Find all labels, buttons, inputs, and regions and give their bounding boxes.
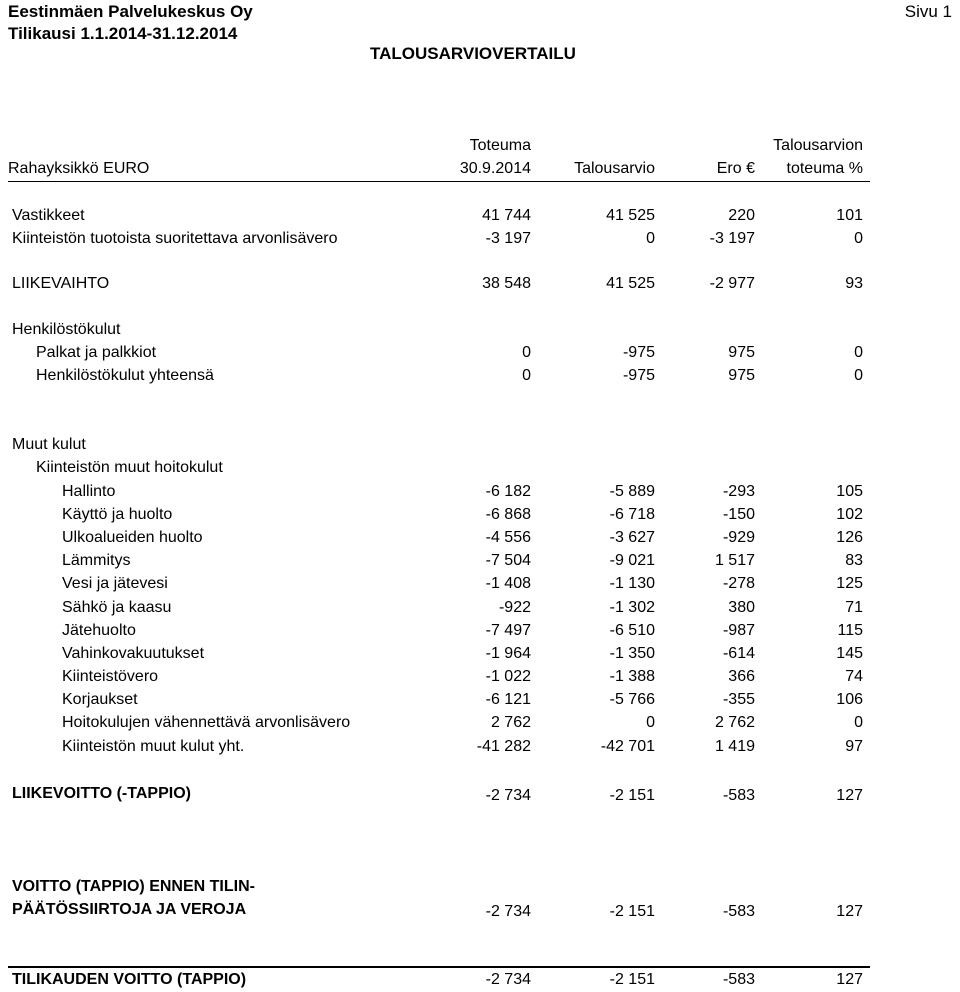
cell-budget: -5 766 bbox=[609, 691, 655, 708]
cell-budget: 0 bbox=[646, 230, 655, 247]
cell-pct: 127 bbox=[836, 787, 863, 804]
cell-diff: -355 bbox=[722, 691, 755, 708]
cell-actual: -1 408 bbox=[485, 575, 531, 592]
row-label: Jätehuolto bbox=[62, 622, 136, 639]
cell-diff: 366 bbox=[728, 668, 755, 685]
cell-actual: 0 bbox=[522, 367, 531, 384]
cell-pct: 106 bbox=[836, 691, 863, 708]
row-label-profit-before-appropriations-2: PÄÄTÖSSIIRTOJA JA VEROJA bbox=[12, 901, 247, 918]
cell-pct: 102 bbox=[836, 506, 863, 523]
cell-diff: 975 bbox=[728, 344, 755, 361]
cell-pct: 0 bbox=[854, 714, 863, 731]
cell-actual: -2 734 bbox=[485, 971, 531, 988]
cell-actual: 0 bbox=[522, 344, 531, 361]
cell-diff: -583 bbox=[722, 903, 755, 920]
row-label: Vahinkovakuutukset bbox=[62, 645, 205, 662]
cell-actual: -2 734 bbox=[485, 903, 531, 920]
cell-actual: -6 121 bbox=[485, 691, 531, 708]
column-header-pct: Talousarvion bbox=[773, 137, 863, 154]
column-header-actual: Toteuma bbox=[469, 137, 531, 154]
cell-pct: 74 bbox=[845, 668, 863, 685]
cell-diff: -278 bbox=[722, 575, 755, 592]
cell-actual: -6 182 bbox=[485, 483, 531, 500]
cell-diff: 2 762 bbox=[714, 714, 755, 731]
row-label-profit-before-appropriations: VOITTO (TAPPIO) ENNEN TILIN- bbox=[12, 878, 255, 895]
section-label: Muut kulut bbox=[12, 436, 86, 453]
column-header-diff: Ero € bbox=[716, 160, 755, 177]
cell-budget: -1 350 bbox=[609, 645, 655, 662]
row-label: Kiinteistön muut kulut yht. bbox=[62, 738, 245, 755]
cell-actual: 41 744 bbox=[482, 207, 531, 224]
cell-pct: 0 bbox=[854, 344, 863, 361]
row-label: Sähkö ja kaasu bbox=[62, 599, 172, 616]
subsection-label: Kiinteistön muut hoitokulut bbox=[36, 459, 223, 476]
cell-diff: -987 bbox=[722, 622, 755, 639]
cell-actual: -1 022 bbox=[485, 668, 531, 685]
cell-diff: 1 517 bbox=[714, 552, 755, 569]
row-label-operating-profit: LIIKEVOITTO (-TAPPIO) bbox=[12, 785, 191, 802]
cell-pct: 125 bbox=[836, 575, 863, 592]
cell-diff: -293 bbox=[722, 483, 755, 500]
row-label-net-profit: TILIKAUDEN VOITTO (TAPPIO) bbox=[12, 971, 247, 988]
cell-pct: 0 bbox=[854, 367, 863, 384]
header-divider bbox=[8, 181, 870, 182]
cell-diff: 975 bbox=[728, 367, 755, 384]
row-label: Ulkoalueiden huolto bbox=[62, 529, 203, 546]
cell-actual: -7 504 bbox=[485, 552, 531, 569]
cell-diff: -3 197 bbox=[709, 230, 755, 247]
row-label: Hoitokulujen vähennettävä arvonlisävero bbox=[62, 714, 351, 731]
cell-budget: 0 bbox=[646, 714, 655, 731]
cell-diff: 380 bbox=[728, 599, 755, 616]
row-label: Kiinteistövero bbox=[62, 668, 159, 685]
row-label: Käyttö ja huolto bbox=[62, 506, 173, 523]
row-label: Vesi ja jätevesi bbox=[62, 575, 168, 592]
row-label: Hallinto bbox=[62, 483, 116, 500]
cell-diff: -2 977 bbox=[709, 275, 755, 292]
column-header-unit: Rahayksikkö EURO bbox=[8, 160, 150, 177]
row-label: Vastikkeet bbox=[12, 207, 85, 224]
cell-diff: -614 bbox=[722, 645, 755, 662]
cell-actual: 2 762 bbox=[490, 714, 531, 731]
cell-budget: -2 151 bbox=[609, 971, 655, 988]
cell-budget: -1 388 bbox=[609, 668, 655, 685]
company-name: Eestinmäen Palvelukeskus Oy bbox=[8, 2, 253, 21]
cell-actual: -1 964 bbox=[485, 645, 531, 662]
cell-budget: -975 bbox=[622, 344, 655, 361]
row-label: Henkilöstökulut yhteensä bbox=[36, 367, 214, 384]
cell-budget: -1 302 bbox=[609, 599, 655, 616]
cell-actual: -7 497 bbox=[485, 622, 531, 639]
page-number: Sivu 1 bbox=[904, 2, 952, 21]
cell-budget: -5 889 bbox=[609, 483, 655, 500]
row-label: Korjaukset bbox=[62, 691, 138, 708]
row-label: Palkat ja palkkiot bbox=[36, 344, 157, 361]
column-header-pct-2: toteuma % bbox=[786, 160, 863, 177]
cell-pct: 127 bbox=[836, 971, 863, 988]
cell-pct: 93 bbox=[845, 275, 863, 292]
cell-budget: 41 525 bbox=[606, 207, 655, 224]
fiscal-period: Tilikausi 1.1.2014-31.12.2014 bbox=[8, 24, 238, 43]
cell-diff: 1 419 bbox=[714, 738, 755, 755]
cell-pct: 83 bbox=[845, 552, 863, 569]
cell-pct: 127 bbox=[836, 903, 863, 920]
cell-actual: -4 556 bbox=[485, 529, 531, 546]
cell-actual: 38 548 bbox=[482, 275, 531, 292]
cell-budget: 41 525 bbox=[606, 275, 655, 292]
cell-budget: -6 510 bbox=[609, 622, 655, 639]
cell-pct: 0 bbox=[854, 230, 863, 247]
cell-pct: 97 bbox=[845, 738, 863, 755]
cell-diff: 220 bbox=[728, 207, 755, 224]
total-divider bbox=[8, 966, 870, 968]
cell-pct: 105 bbox=[836, 483, 863, 500]
cell-budget: -2 151 bbox=[609, 787, 655, 804]
cell-actual: -3 197 bbox=[485, 230, 531, 247]
cell-budget: -2 151 bbox=[609, 903, 655, 920]
row-label: Lämmitys bbox=[62, 552, 131, 569]
cell-pct: 145 bbox=[836, 645, 863, 662]
cell-budget: -6 718 bbox=[609, 506, 655, 523]
cell-actual: -922 bbox=[498, 599, 531, 616]
column-header-budget: Talousarvio bbox=[574, 160, 655, 177]
cell-pct: 115 bbox=[837, 622, 863, 639]
row-label: LIIKEVAIHTO bbox=[12, 275, 110, 292]
cell-diff: -583 bbox=[722, 787, 755, 804]
cell-diff: -150 bbox=[722, 506, 755, 523]
report-title: TALOUSARVIOVERTAILU bbox=[370, 44, 576, 63]
cell-pct: 101 bbox=[836, 207, 863, 224]
cell-budget: -9 021 bbox=[609, 552, 655, 569]
cell-budget: -42 701 bbox=[600, 738, 655, 755]
cell-pct: 126 bbox=[836, 529, 863, 546]
column-header-actual-date: 30.9.2014 bbox=[459, 160, 531, 177]
cell-actual: -2 734 bbox=[485, 787, 531, 804]
row-label: Kiinteistön tuotoista suoritettava arvonlisävero bbox=[12, 230, 338, 247]
cell-diff: -929 bbox=[722, 529, 755, 546]
section-label: Henkilöstökulut bbox=[12, 321, 121, 338]
cell-diff: -583 bbox=[722, 971, 755, 988]
cell-actual: -6 868 bbox=[485, 506, 531, 523]
cell-actual: -41 282 bbox=[476, 738, 531, 755]
cell-budget: -1 130 bbox=[609, 575, 655, 592]
cell-pct: 71 bbox=[845, 599, 863, 616]
cell-budget: -3 627 bbox=[609, 529, 655, 546]
cell-budget: -975 bbox=[622, 367, 655, 384]
